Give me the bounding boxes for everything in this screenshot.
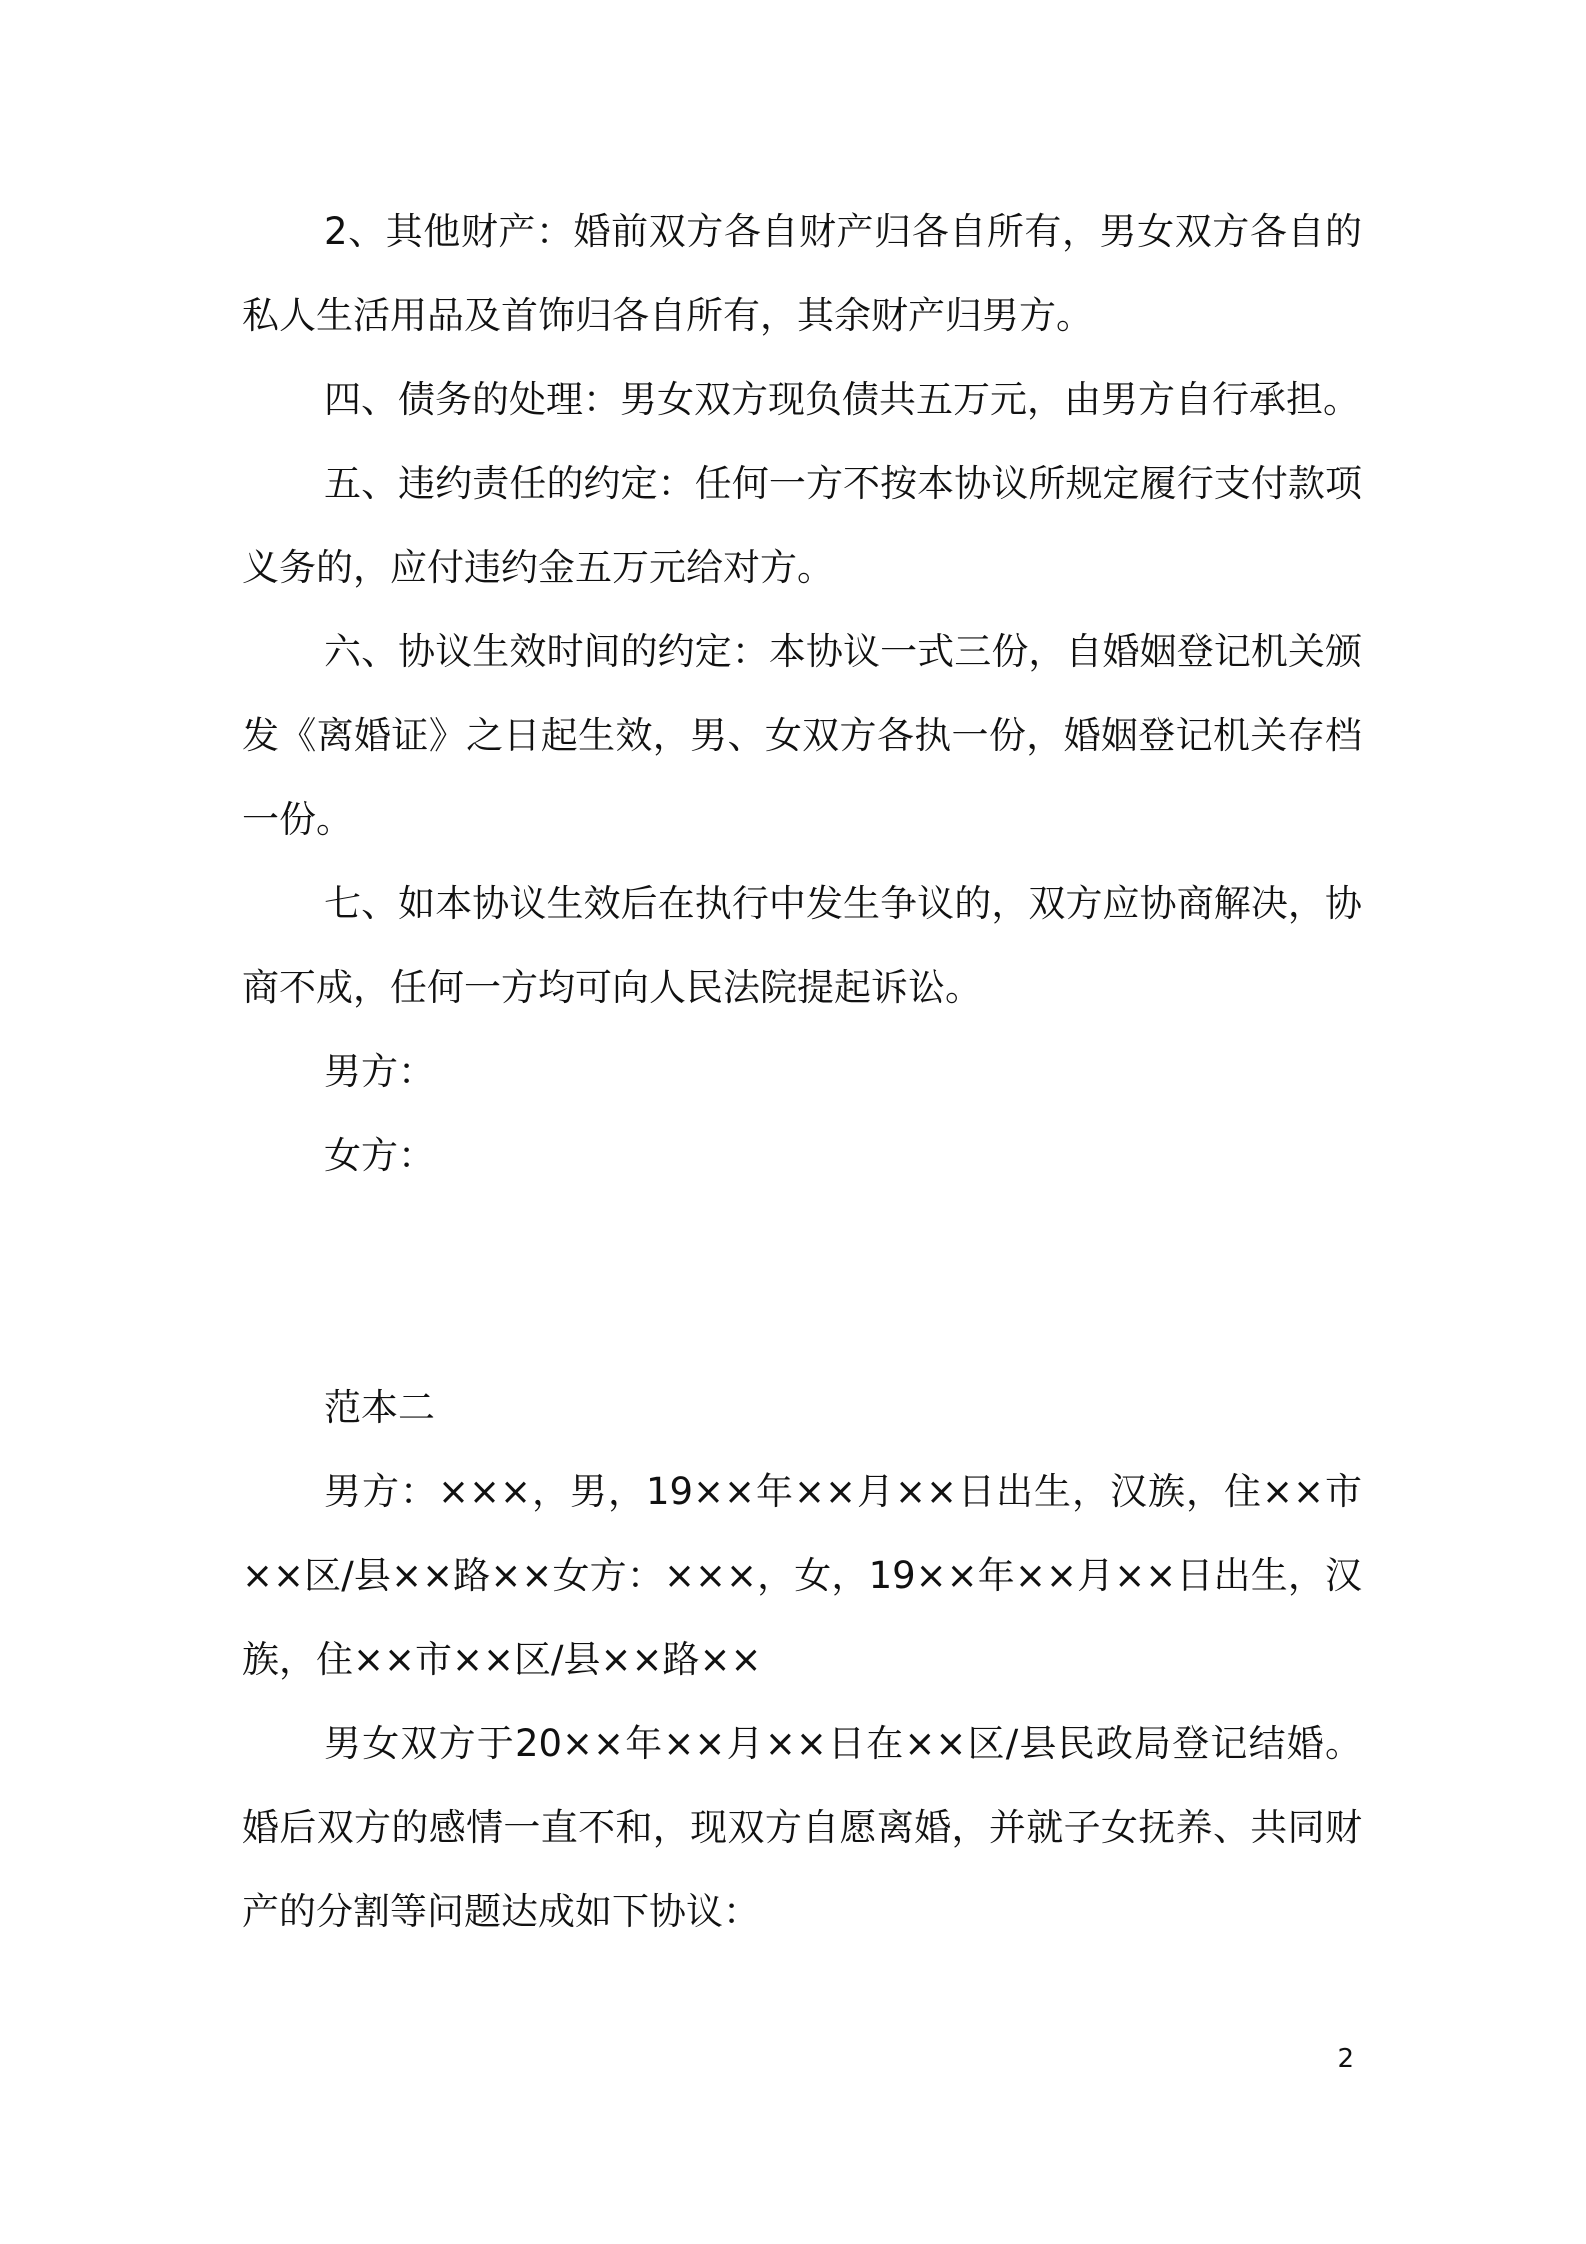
page-number: 2 — [1337, 2044, 1354, 2074]
male-signature-label: 男方： — [324, 1050, 435, 1093]
template-two-marriage: 男女双方于20××年××月××日在××区/县民政局登记结婚。婚后双方的感情一直不和，现双方自愿离婚，并就子女抚养、共同财产的分割等问题达成如下协议： — [242, 1722, 1362, 1933]
paragraph-other-property: 2、其他财产：婚前双方各自财产归各自所有，男女双方各自的私人生活用品及首饰归各自所有，其余财产归男方。 — [242, 210, 1362, 337]
paragraph-debt-handling: 四、债务的处理：男女双方现负债共五万元，由男方自行承担。 — [324, 378, 1360, 421]
document-body — [242, 190, 1362, 1954]
section-spacer — [242, 1198, 1362, 1366]
paragraph-dispute-resolution: 七、如本协议生效后在执行中发生争议的，双方应协商解决，协商不成，任何一方均可向人民法院提起诉讼。 — [242, 882, 1362, 1009]
template-two-heading: 范本二 — [324, 1386, 435, 1429]
paragraph-effective-time: 六、协议生效时间的约定：本协议一式三份，自婚姻登记机关颁发《离婚证》之日起生效，男、女双方各执一份，婚姻登记机关存档一份。 — [242, 630, 1362, 841]
female-signature-label: 女方： — [324, 1134, 435, 1177]
template-two-parties: 男方：×××，男，19××年××月××日出生，汉族，住××市××区/县××路××女方：×××，女，19××年××月××日出生，汉族，住××市××区/县××路×× — [242, 1470, 1362, 1681]
paragraph-breach-liability: 五、违约责任的约定：任何一方不按本协议所规定履行支付款项义务的，应付违约金五万元给对方。 — [242, 462, 1362, 589]
